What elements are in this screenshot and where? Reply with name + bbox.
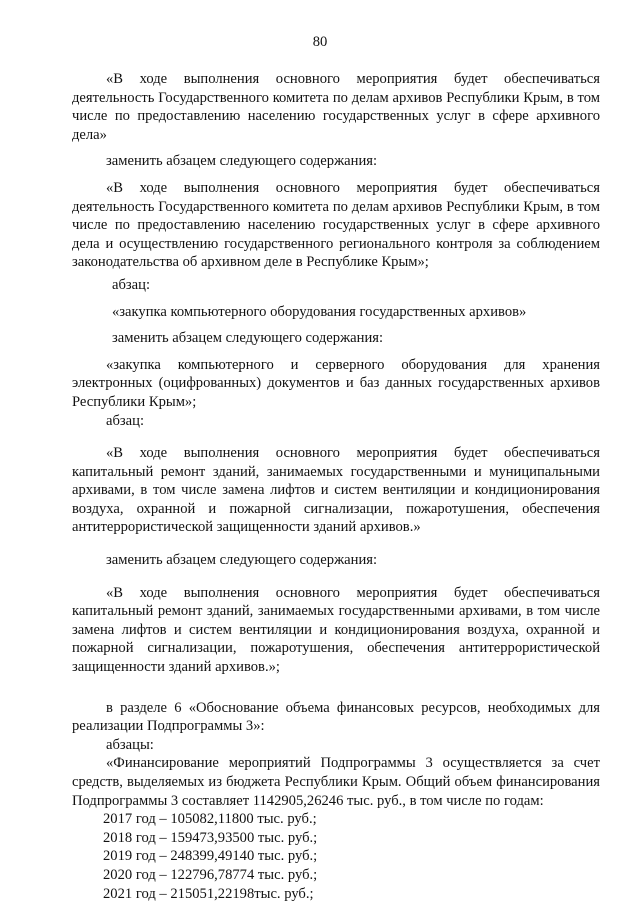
paragraph-abzac-label-1: абзац: (112, 276, 151, 293)
document-body (72, 70, 600, 903)
paragraph-new-text-1: «В ходе выполнения основного мероприятия будет обеспечиваться деятельность Государственного комитета по делам архивов Республики Крым, в том числе по предоставлению населению государственных услуг в сфере архивного дела и осуществлению государственного регионального контроля за соблюдением законодательства об архивном деле в Республике Крым»; (72, 179, 600, 271)
paragraph-replace-instruction-3: заменить абзацем следующего содержания: (106, 552, 378, 569)
financing-year-2021: 2021 год – 215051,22198тыс. руб.; (103, 885, 314, 902)
page-number: 80 (312, 34, 328, 50)
financing-year-2017: 2017 год – 105082,11800 тыс. руб.; (103, 811, 317, 828)
paragraph-new-text-3: «В ходе выполнения основного мероприятия будет обеспечиваться капитальный ремонт зданий, занимаемых государственными архивами, в том числе замена лифтов и систем вентиляции и кондиционирования воздуха, охранной и пожарной сигнализации, пожаротушения, обеспечения антитеррористической защищенности зданий архивов.»; (72, 584, 600, 676)
paragraph-financing-text: «Финансирование мероприятий Подпрограммы 3 осуществляется за счет средств, выделяемых из бюджета Республики Крым. Общий объем финансирования Подпрограммы 3 составляет 1142905,26246 тыс. руб., в том числе по годам: (72, 755, 600, 809)
paragraph-abzac-label-2: абзац: (106, 412, 145, 429)
financing-by-year-list (72, 810, 600, 903)
paragraph-abzacy-label: абзацы: (106, 736, 154, 753)
financing-year-2018: 2018 год – 159473,93500 тыс. руб.; (103, 829, 318, 846)
paragraph-new-text-2: «закупка компьютерного и серверного оборудования для хранения электронных (оцифрованных) документов и баз данных государственных архивов Республики Крым»; (72, 356, 600, 410)
financing-year-2019: 2019 год – 248399,49140 тыс. руб.; (103, 848, 318, 865)
paragraph-replace-instruction-1: заменить абзацем следующего содержания: (106, 153, 378, 170)
paragraph-replace-instruction-2: заменить абзацем следующего содержания: (112, 330, 384, 347)
paragraph-old-text-1: «В ходе выполнения основного мероприятия будет обеспечиваться деятельность Государственного комитета по делам архивов Республики Крым, в том числе по предоставлению населению государственных услуг в сфере архивного дела» (72, 71, 600, 143)
paragraph-section-6-heading: в разделе 6 «Обоснование объема финансовых ресурсов, необходимых для реализации Подпрограммы 3»: (72, 699, 600, 735)
financing-year-2020: 2020 год – 122796,78774 тыс. руб.; (103, 866, 318, 883)
paragraph-old-text-2: «закупка компьютерного оборудования государственных архивов» (112, 303, 527, 320)
paragraph-old-text-3: «В ходе выполнения основного мероприятия будет обеспечиваться капитальный ремонт зданий, занимаемых государственными и муниципальными архивами, в том числе замена лифтов и систем вентиляции и кондиционирования воздуха, охранной и пожарной сигнализации, пожаротушения, обеспечения антитеррористической защищенности зданий архивов.» (72, 445, 600, 536)
